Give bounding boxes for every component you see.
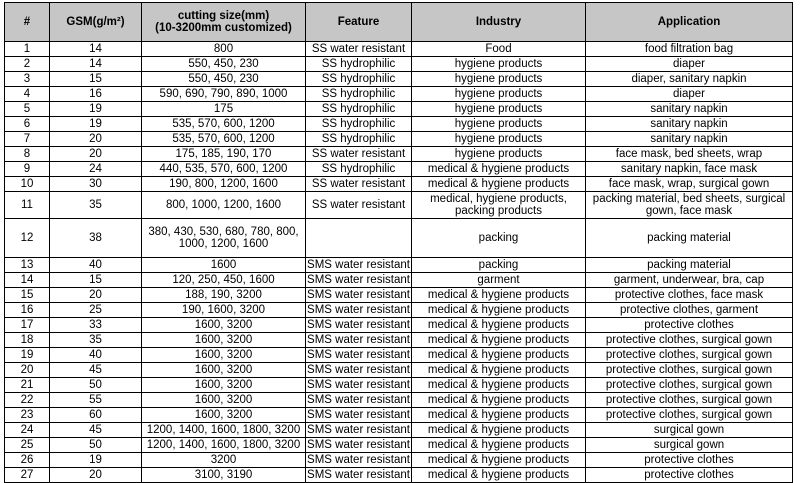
cell-application: surgical gown [586,438,793,453]
cell-gsm: 20 [50,147,142,162]
cell-industry: garment [412,273,586,288]
cell-application: protective clothes, garment [586,303,793,318]
cell-num: 11 [5,192,50,219]
cell-feature: SMS water resistant [307,363,410,376]
cell-gsm: 20 [50,468,142,483]
cell-feature: SMS water resistant [307,288,410,301]
cell-application: protective clothes [586,468,793,483]
table-row [5,132,793,147]
cell-gsm: 35 [50,192,142,219]
cell-gsm: 40 [50,348,142,363]
table-row [5,102,793,117]
cell-gsm: 35 [50,333,142,348]
table-row [5,393,793,408]
cell-cutting-size: 188, 190, 3200 [142,288,306,303]
cell-gsm: 20 [50,132,142,147]
cell-industry: medical, hygiene products, packing products [412,192,586,219]
cell-industry: medical & hygiene products [412,438,586,453]
table-row [5,273,793,288]
cell-num: 16 [5,303,50,318]
cell-feature: SMS water resistant [307,393,410,406]
cell-gsm: 40 [50,258,142,273]
cell-cutting-size: 590, 690, 790, 890, 1000 [142,87,306,102]
cell-feature [306,219,412,258]
cell-feature: SS hydrophilic [306,117,412,132]
cell-num: 22 [5,393,50,408]
cell-num: 2 [5,57,50,72]
table-row [5,288,793,303]
table-row [5,147,793,162]
cell-num: 24 [5,423,50,438]
table-row [5,378,793,393]
cell-gsm: 14 [50,42,142,57]
cell-gsm: 45 [50,363,142,378]
cell-num: 8 [5,147,50,162]
cell-industry: hygiene products [412,147,586,162]
cell-gsm: 19 [50,117,142,132]
cell-gsm: 24 [50,162,142,177]
header-num: # [5,3,50,42]
cell-feature: SS water resistant [306,42,412,57]
cell-feature: SS hydrophilic [306,102,412,117]
cell-cutting-size: 1600, 3200 [142,393,306,408]
cell-cutting-size: 1600 [142,258,306,273]
cell-cutting-size: 175, 185, 190, 170 [142,147,306,162]
cell-num: 14 [5,273,50,288]
product-spec-sheet [4,2,793,483]
cell-feature: SMS water resistant [307,378,410,391]
table-row [5,219,793,258]
cell-cutting-size: 1200, 1400, 1600, 1800, 3200 [142,438,306,453]
cell-cutting-size: 175 [142,102,306,117]
cell-num: 12 [5,219,50,258]
header-gsm: GSM(g/m²) [50,3,142,42]
cell-application: sanitary napkin, face mask [586,162,793,177]
cell-feature: SMS water resistant [307,348,410,361]
cell-num: 7 [5,132,50,147]
cell-feature: SS hydrophilic [306,72,412,87]
cell-num: 23 [5,408,50,423]
cell-industry: medical & hygiene products [412,468,586,483]
cell-cutting-size: 190, 1600, 3200 [142,303,306,318]
cell-industry: medical & hygiene products [412,393,586,408]
table-row [5,87,793,102]
cell-industry: packing [412,258,586,273]
cell-gsm: 50 [50,378,142,393]
cell-industry: hygiene products [412,102,586,117]
table-row [5,303,793,318]
cell-feature: SMS water resistant [307,333,410,346]
cell-industry: medical & hygiene products [412,408,586,423]
table-row [5,177,793,192]
cell-cutting-size: 1600, 3200 [142,348,306,363]
cell-industry: medical & hygiene products [412,288,586,303]
cell-feature: SMS water resistant [307,408,410,421]
cell-gsm: 20 [50,288,142,303]
cell-feature: SS hydrophilic [306,87,412,102]
cell-feature: SMS water resistant [307,468,410,481]
cell-industry: hygiene products [412,87,586,102]
table-row [5,333,793,348]
cell-cutting-size: 1600, 3200 [142,378,306,393]
nonwoven-spec-table [4,2,793,483]
cell-cutting-size: 550, 450, 230 [142,72,306,87]
table-row [5,258,793,273]
cell-cutting-size: 800, 1000, 1200, 1600 [142,192,306,219]
cell-num: 26 [5,453,50,468]
cell-feature: SMS water resistant [307,453,410,466]
cell-gsm: 16 [50,87,142,102]
cell-application: protective clothes, surgical gown [586,363,793,378]
cell-gsm: 14 [50,57,142,72]
cell-industry: hygiene products [412,72,586,87]
cell-industry: medical & hygiene products [412,333,586,348]
cell-application: protective clothes, surgical gown [586,348,793,363]
cell-application: garment, underwear, bra, cap [586,273,793,288]
cell-application: protective clothes, surgical gown [586,333,793,348]
cell-gsm: 30 [50,177,142,192]
header-feature: Feature [306,3,412,42]
cell-num: 13 [5,258,50,273]
cell-cutting-size: 3100, 3190 [142,468,306,483]
cell-cutting-size: 3200 [142,453,306,468]
table-row [5,438,793,453]
cell-gsm: 19 [50,453,142,468]
cell-gsm: 19 [50,102,142,117]
cell-industry: medical & hygiene products [412,177,586,192]
cell-feature: SMS water resistant [307,318,410,331]
cell-gsm: 15 [50,72,142,87]
cell-feature: SMS water resistant [307,438,410,451]
cell-industry: medical & hygiene products [412,318,586,333]
cell-application: sanitary napkin [586,117,793,132]
cell-application: diaper [586,57,793,72]
cell-cutting-size: 190, 800, 1200, 1600 [142,177,306,192]
cell-num: 21 [5,378,50,393]
cell-industry: hygiene products [412,117,586,132]
cell-industry: hygiene products [412,132,586,147]
cell-cutting-size: 120, 250, 450, 1600 [142,273,306,288]
cell-gsm: 38 [50,219,142,258]
cell-industry: medical & hygiene products [412,453,586,468]
cell-gsm: 25 [50,303,142,318]
table-row [5,57,793,72]
cell-application: protective clothes, surgical gown [586,408,793,423]
cell-num: 17 [5,318,50,333]
cell-cutting-size: 800 [142,42,306,57]
cell-num: 5 [5,102,50,117]
cell-application: food filtration bag [586,42,793,57]
cell-num: 15 [5,288,50,303]
cell-cutting-size: 1600, 3200 [142,333,306,348]
cell-industry: Food [412,42,586,57]
cell-num: 25 [5,438,50,453]
table-row [5,408,793,423]
cell-num: 10 [5,177,50,192]
cell-feature: SMS water resistant [307,423,410,436]
cell-gsm: 33 [50,318,142,333]
cell-application: face mask, wrap, surgical gown [586,177,793,192]
cell-num: 18 [5,333,50,348]
cell-feature: SS water resistant [306,192,412,219]
table-body [5,42,793,483]
cell-industry: hygiene products [412,57,586,72]
cell-num: 3 [5,72,50,87]
table-row [5,192,793,219]
cell-feature: SS hydrophilic [306,57,412,72]
cell-application: diaper [586,87,793,102]
cell-num: 20 [5,363,50,378]
cell-cutting-size: 535, 570, 600, 1200 [142,117,306,132]
table-row [5,468,793,483]
header-industry: Industry [412,3,586,42]
cell-feature: SMS water resistant [307,273,410,286]
header-size-line2: (10-3200mm customized) [155,22,292,34]
cell-feature: SS water resistant [306,147,412,162]
table-row [5,363,793,378]
cell-cutting-size: 550, 450, 230 [142,57,306,72]
cell-application: protective clothes [586,318,793,333]
table-row [5,162,793,177]
cell-gsm: 50 [50,438,142,453]
cell-num: 1 [5,42,50,57]
cell-cutting-size: 535, 570, 600, 1200 [142,132,306,147]
cell-application: sanitary napkin [586,132,793,147]
cell-industry: medical & hygiene products [412,423,586,438]
cell-cutting-size: 1200, 1400, 1600, 1800, 3200 [142,423,306,438]
table-row [5,72,793,87]
cell-industry: medical & hygiene products [412,363,586,378]
cell-cutting-size: 1600, 3200 [142,408,306,423]
table-row [5,348,793,363]
cell-gsm: 15 [50,273,142,288]
cell-application: packing material [586,258,793,273]
cell-feature: SMS water resistant [307,303,410,316]
header-application: Application [586,3,793,42]
cell-cutting-size: 1600, 3200 [142,318,306,333]
cell-num: 19 [5,348,50,363]
cell-application: surgical gown [586,423,793,438]
cell-application: sanitary napkin [586,102,793,117]
cell-feature: SS hydrophilic [306,162,412,177]
header-row [5,3,793,42]
cell-application: diaper, sanitary napkin [586,72,793,87]
cell-cutting-size: 380, 430, 530, 680, 780, 800, 1000, 1200, 1600 [142,219,306,258]
cell-application: protective clothes, face mask [586,288,793,303]
cell-application: protective clothes, surgical gown [586,393,793,408]
cell-feature: SMS water resistant [307,258,410,271]
cell-application: protective clothes [586,453,793,468]
cell-cutting-size: 440, 535, 570, 600, 1200 [142,162,306,177]
cell-num: 6 [5,117,50,132]
cell-cutting-size: 1600, 3200 [142,363,306,378]
header-cutting-size [142,3,306,42]
cell-feature: SS hydrophilic [306,132,412,147]
table-row [5,318,793,333]
cell-gsm: 55 [50,393,142,408]
cell-industry: packing [412,219,586,258]
cell-num: 4 [5,87,50,102]
cell-industry: medical & hygiene products [412,303,586,318]
cell-application: packing material, bed sheets, surgical gown, face mask [586,192,793,219]
cell-application: protective clothes, surgical gown [586,378,793,393]
header-size-line1: cutting size(mm) [177,9,270,22]
cell-industry: medical & hygiene products [412,162,586,177]
table-row [5,117,793,132]
table-row [5,423,793,438]
cell-industry: medical & hygiene products [412,348,586,363]
cell-gsm: 60 [50,408,142,423]
cell-industry: medical & hygiene products [412,378,586,393]
cell-feature: SS water resistant [306,177,412,192]
cell-num: 9 [5,162,50,177]
cell-application: packing material [586,219,793,258]
cell-num: 27 [5,468,50,483]
table-row [5,453,793,468]
cell-gsm: 45 [50,423,142,438]
cell-application: face mask, bed sheets, wrap [586,147,793,162]
table-row [5,42,793,57]
